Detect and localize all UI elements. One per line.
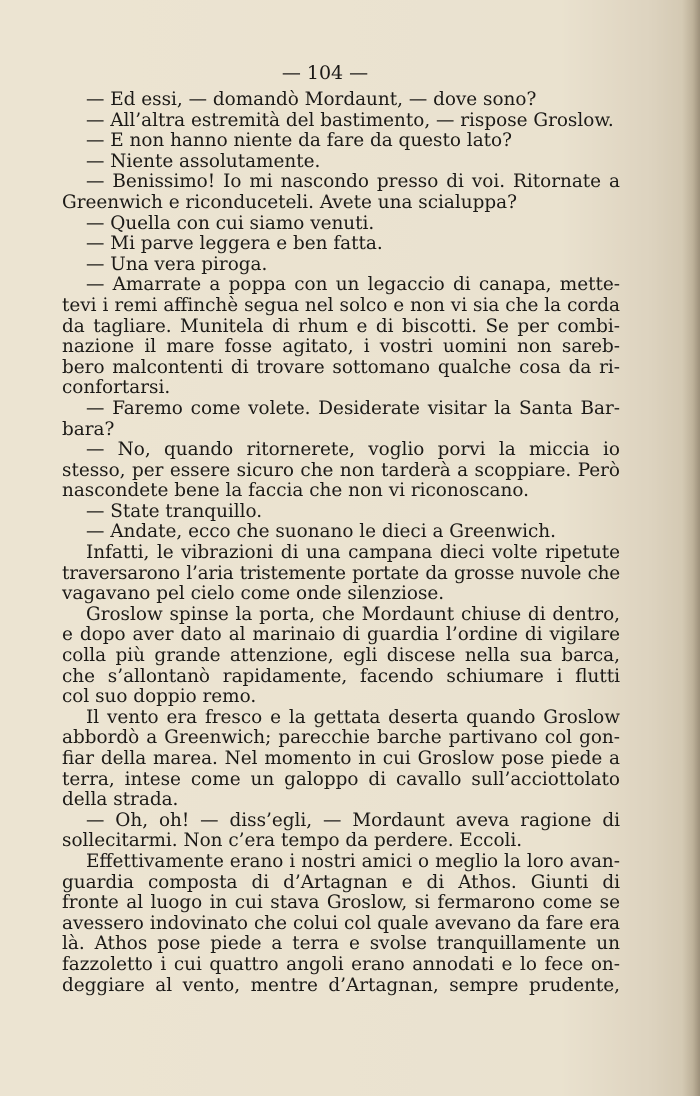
page-gutter-shadow (682, 0, 700, 1096)
text-line: — E non hanno niente da fare da questo lato? (86, 130, 512, 152)
text-line: colla più grande attenzione, egli discese nella sua barca, (62, 645, 620, 667)
text-line: abbordò a Greenwich; parecchie barche partivano col gon- (62, 727, 620, 749)
text-line: col suo doppio remo. (62, 686, 257, 708)
text-line: là. Athos pose piede a terra e svolse tranquillamente un (62, 933, 620, 955)
text-line: tevi i remi affinchè segua nel solco e non vi sia che la corda (62, 294, 620, 316)
text-line: — Amarrate a poppa con un legaccio di canapa, mette- (86, 274, 620, 296)
text-line: Groslow spinse la porta, che Mordaunt chiuse di dentro, (86, 603, 620, 625)
text-line: — Niente assolutamente. (86, 150, 321, 172)
text-line: sollecitarmi. Non c’era tempo da perdere. Eccoli. (62, 830, 523, 852)
text-line: della strada. (62, 789, 179, 811)
text-line: nascondete bene la faccia che non vi riconoscano. (62, 480, 529, 502)
text-line: — State tranquillo. (86, 500, 263, 522)
text-line: traversarono l’aria tristemente portate da grosse nuvole che (62, 562, 620, 584)
text-line: Effettivamente erano i nostri amici o meglio la loro avan- (86, 850, 620, 872)
text-line: bero malcontenti di trovare sottomano qualche cosa da ri- (62, 356, 620, 378)
text-line: — Andate, ecco che suonano le dieci a Greenwich. (86, 521, 556, 543)
text-line: Infatti, le vibrazioni di una campana dieci volte ripetute (86, 542, 620, 564)
text-line: vagavano pel cielo come onde silenziose. (62, 583, 445, 605)
text-line: fiar della marea. Nel momento in cui Groslow pose piede a (62, 748, 620, 769)
text-line: — Oh, oh! — diss’egli, — Mordaunt aveva ragione di (86, 809, 620, 831)
text-line: deggiare al vento, mentre d’Artagnan, sempre prudente, (62, 974, 620, 996)
text-line: fazzoletto i cui quattro angoli erano annodati e lo fece on- (62, 953, 620, 975)
text-line: guardia composta di d’Artagnan e di Athos. Giunti di (62, 871, 620, 893)
text-line: terra, intese come un galoppo di cavallo sull’acciottolato (62, 768, 620, 790)
text-line: — All’altra estremità del bastimento, — rispose Groslow. (86, 109, 614, 131)
text-line: fronte al luogo in cui stava Groslow, si fermarono come se (62, 892, 620, 914)
text-line: Il vento era fresco e la gettata deserta quando Groslow (86, 706, 620, 728)
text-line: avessero indovinato che colui col quale avevano da fare era (62, 912, 620, 934)
text-line: — No, quando ritornerete, voglio porvi la miccia io (86, 439, 620, 461)
text-line: che s’allontanò rapidamente, facendo schiumare i flutti (62, 665, 620, 687)
text-line: da tagliare. Munitela di rhum e di biscotti. Se per combi- (62, 315, 620, 337)
text-line: e dopo aver dato al marinaio di guardia l’ordine di vigilare (62, 624, 620, 646)
text-line: stesso, per essere sicuro che non tarderà a scoppiare. Però (62, 459, 620, 481)
body-text (62, 90, 620, 996)
text-line: — Mi parve leggera e ben fatta. (86, 233, 383, 255)
text-line: — Benissimo! Io mi nascondo presso di voi. Ritornate a (86, 171, 620, 193)
text-line: confortarsi. (62, 377, 171, 399)
text-line: — Faremo come volete. Desiderate visitar la Santa Bar- (86, 397, 620, 419)
text-line: nazione il mare fosse agitato, i vostri uomini non sareb- (62, 336, 620, 358)
text-line: — Una vera piroga. (86, 253, 268, 275)
text-line: — Quella con cui siamo venuti. (86, 212, 375, 234)
page-number: — 104 — (281, 62, 369, 84)
text-line: bara? (62, 418, 115, 440)
text-line: Greenwich e riconduceteli. Avete una scialuppa? (62, 191, 517, 213)
text-line: — Ed essi, — domandò Mordaunt, — dove sono? (86, 89, 537, 110)
